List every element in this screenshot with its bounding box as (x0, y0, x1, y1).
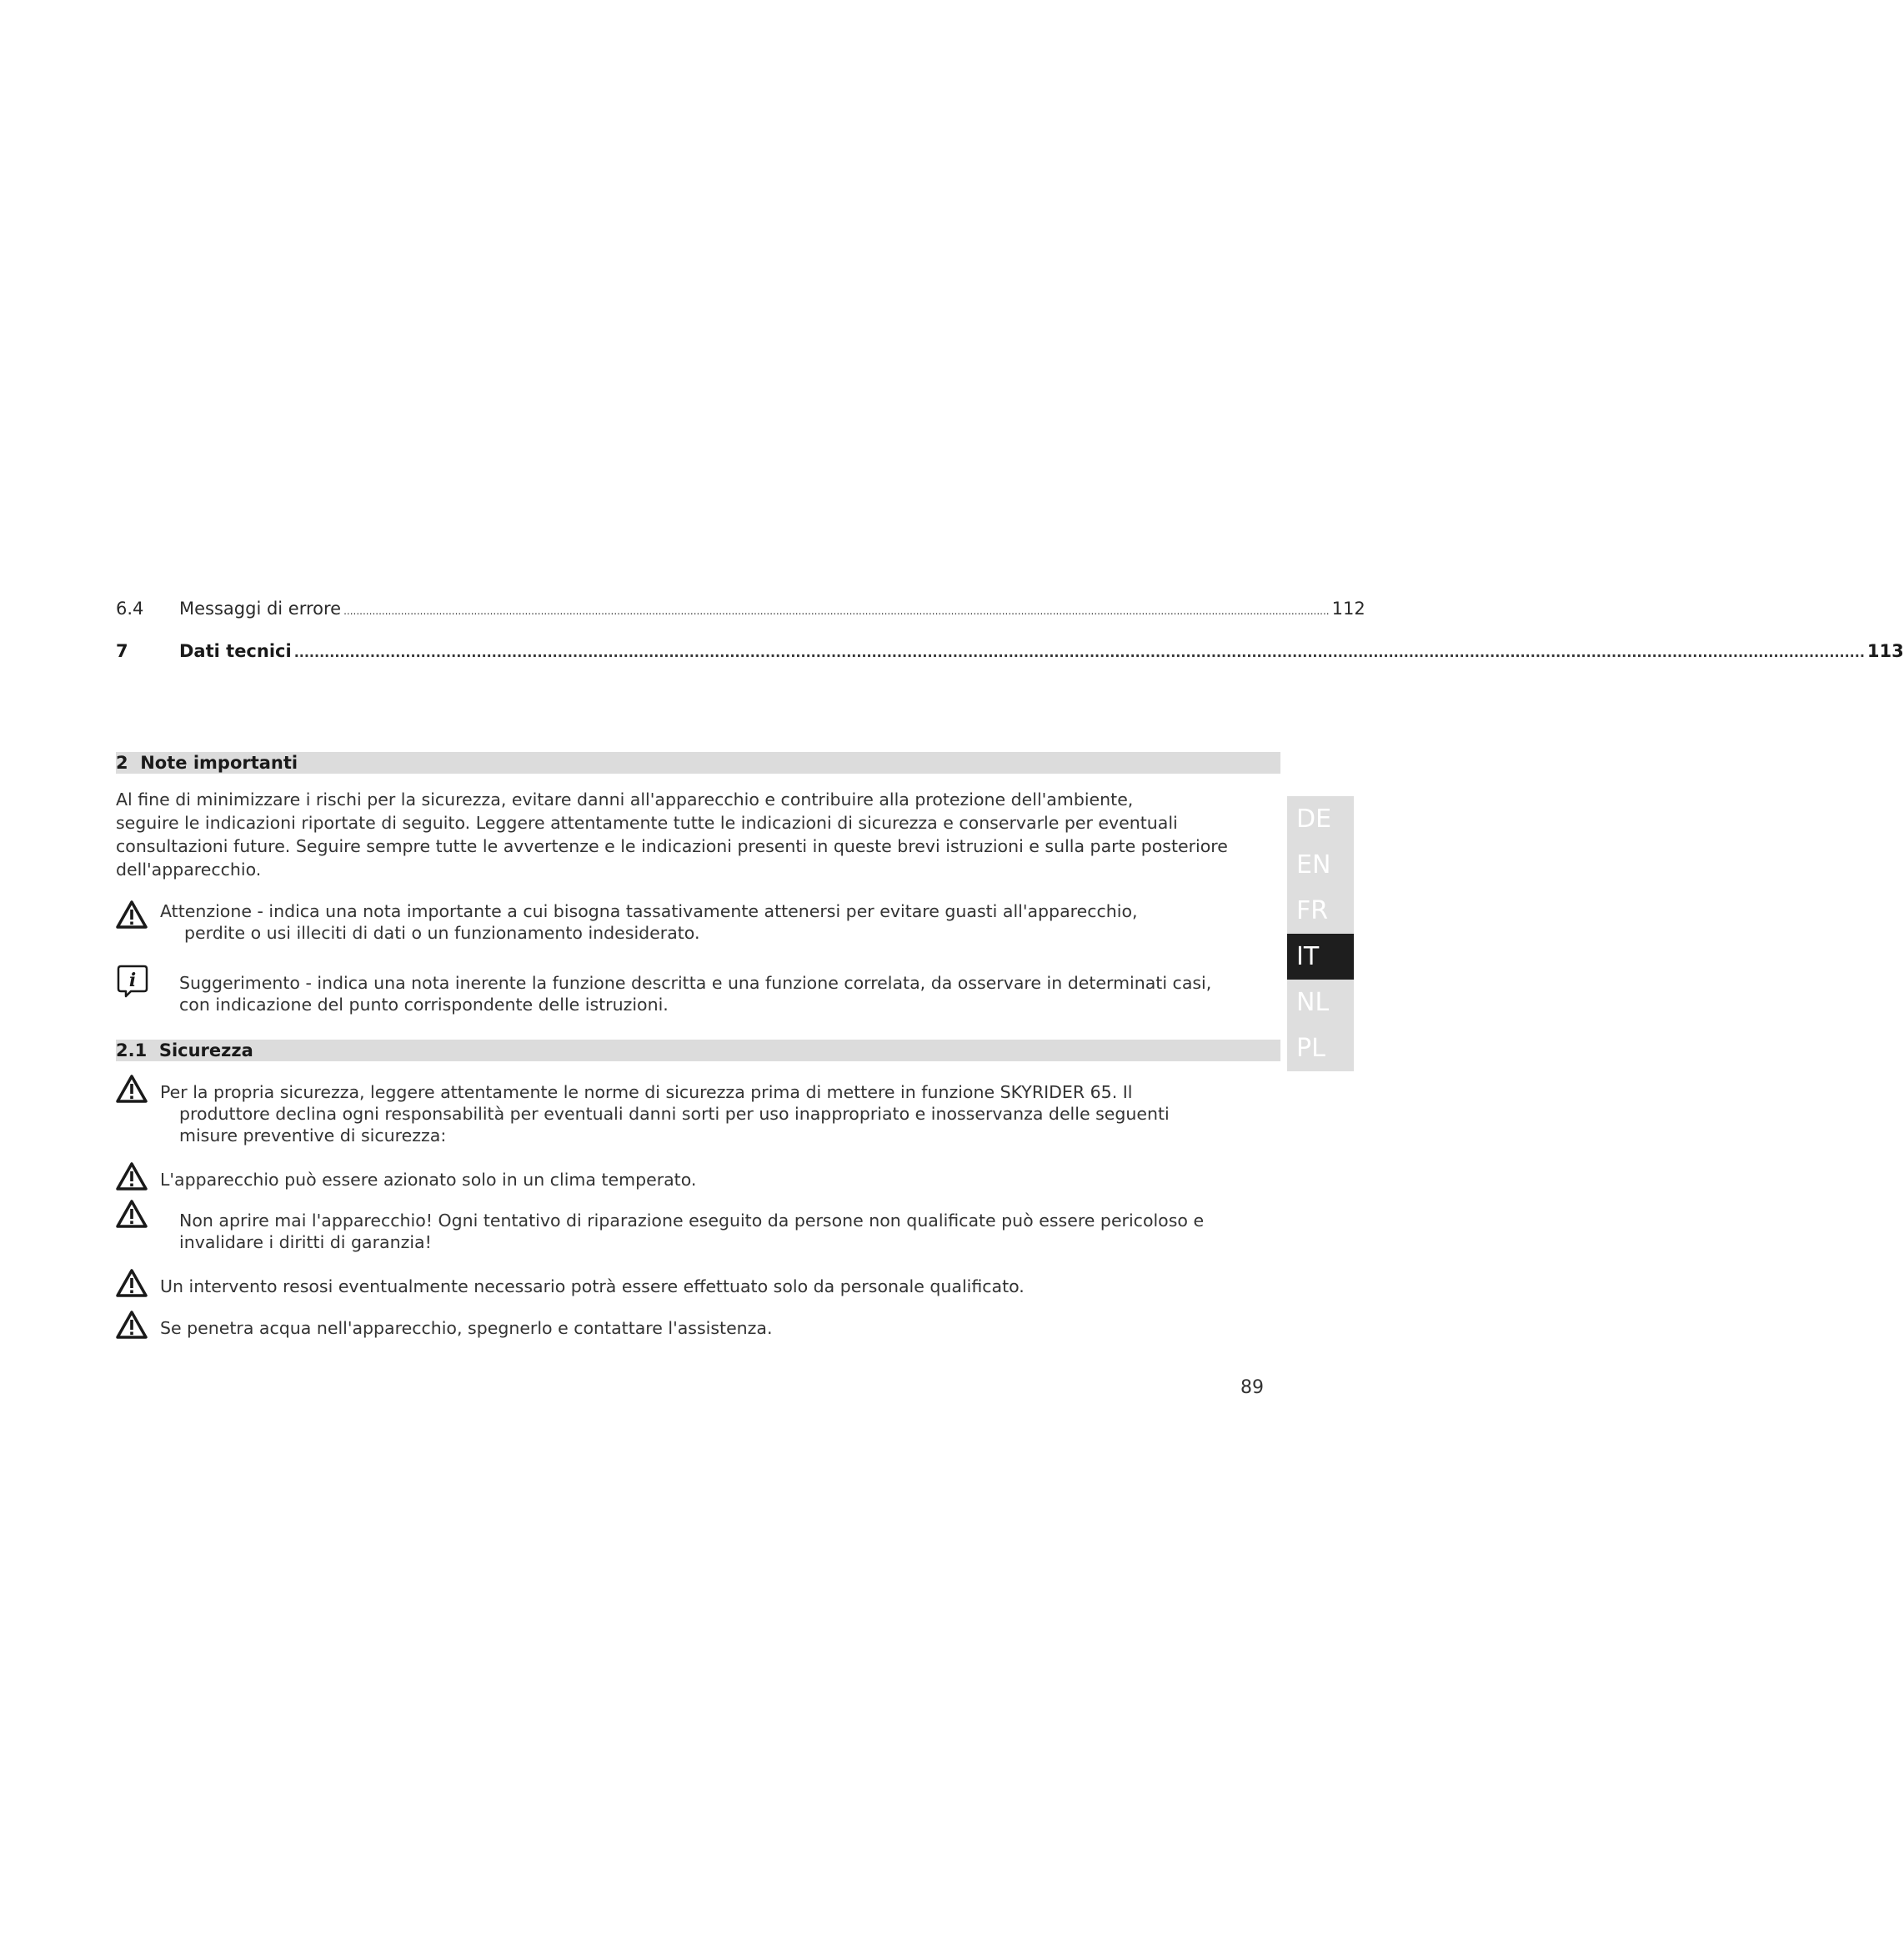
warning-line: Attenzione - indica una nota importante a cui bisogna tassativamente attenersi per evitare guasti all'apparecchio, (160, 901, 1138, 921)
warning-legend (116, 900, 1283, 944)
paragraph-line: consultazioni future. Seguire sempre tutte le avvertenze e le indicazioni presenti in queste brevi istruzioni e sulla parte posteriore (116, 836, 1228, 856)
section-title: 2.1 Sicurezza (116, 1040, 253, 1060)
warning-triangle-icon (116, 1311, 148, 1344)
toc-title: Dati tecnici (179, 641, 292, 661)
svg-text:i: i (128, 970, 137, 991)
safety-line: Non aprire mai l'apparecchio! Ogni tentativo di riparazione eseguito da persone non qualificate può essere pericoloso e (179, 1211, 1205, 1231)
toc-number: 7 (116, 641, 128, 661)
lang-tab-nl[interactable]: NL (1287, 980, 1354, 1025)
page-number: 89 (1240, 1377, 1264, 1398)
intro-paragraph (116, 788, 1283, 881)
toc-number: 6.4 (116, 599, 144, 619)
safety-line: misure preventive di sicurezza: (179, 1125, 447, 1145)
lang-tab-fr[interactable]: FR (1287, 888, 1354, 934)
toc-page: 113 (1866, 641, 1904, 661)
warning-triangle-icon (116, 1269, 148, 1302)
toc-entry-6-4[interactable] (116, 599, 1365, 624)
toc-title: Messaggi di errore (179, 599, 342, 619)
safety-item (116, 1276, 1283, 1297)
lang-tab-en[interactable]: EN (1287, 842, 1354, 888)
toc-page: 112 (1331, 599, 1365, 619)
toc-entry-7[interactable] (116, 641, 1904, 666)
section-heading-sicurezza (116, 1040, 1280, 1061)
warning-triangle-icon (116, 1162, 148, 1196)
warning-triangle-icon (116, 1200, 148, 1233)
toc-leader-dots: ...................................................................................................................................................................................................................................................................................................................... (293, 644, 1865, 660)
safety-line: Se penetra acqua nell'apparecchio, spegnerlo e contattare l'assistenza. (160, 1318, 773, 1338)
safety-line: invalidare i diritti di garanzia! (179, 1232, 432, 1252)
lang-tab-de[interactable]: DE (1287, 796, 1354, 842)
safety-item (116, 1317, 1283, 1339)
warning-triangle-icon (116, 900, 148, 934)
safety-item (116, 1081, 1283, 1146)
toc-leader-dots: ...................................................................................................................................................................................................................................................................................................................... (343, 605, 1330, 617)
safety-line: Un intervento resosi eventualmente necessario potrà essere effettuato solo da personale qualificato. (160, 1276, 1025, 1296)
safety-item (116, 1210, 1283, 1253)
lang-tab-it[interactable]: IT (1287, 934, 1354, 980)
paragraph-line: seguire le indicazioni riportate di seguito. Leggere attentamente tutte le indicazioni di sicurezza e conservarle per eventuali (116, 813, 1178, 833)
warning-triangle-icon (116, 1075, 148, 1108)
section-heading-note-importanti (116, 752, 1280, 774)
safety-line: produttore declina ogni responsabilità per eventuali danni sorti per uso inappropriato e inosservanza delle seguenti (179, 1104, 1170, 1124)
safety-item (116, 1169, 1283, 1191)
warning-line: perdite o usi illeciti di dati o un funzionamento indesiderato. (184, 923, 700, 943)
tip-line: Suggerimento - indica una nota inerente la funzione descritta e una funzione correlata, da osservare in determinati casi, (179, 973, 1212, 993)
info-icon (116, 964, 149, 1004)
language-tabs (1287, 796, 1354, 1071)
safety-line: L'apparecchio può essere azionato solo in un clima temperato. (160, 1170, 697, 1190)
lang-tab-pl[interactable]: PL (1287, 1025, 1354, 1071)
tip-legend (116, 972, 1283, 1015)
paragraph-line: dell'apparecchio. (116, 860, 262, 880)
section-title: 2 Note importanti (116, 753, 298, 773)
tip-line: con indicazione del punto corrispondente delle istruzioni. (179, 995, 669, 1015)
paragraph-line: Al fine di minimizzare i rischi per la sicurezza, evitare danni all'apparecchio e contribuire alla protezione dell'ambiente, (116, 790, 1134, 810)
safety-line: Per la propria sicurezza, leggere attentamente le norme di sicurezza prima di mettere in funzione SKYRIDER 65. Il (160, 1082, 1133, 1102)
